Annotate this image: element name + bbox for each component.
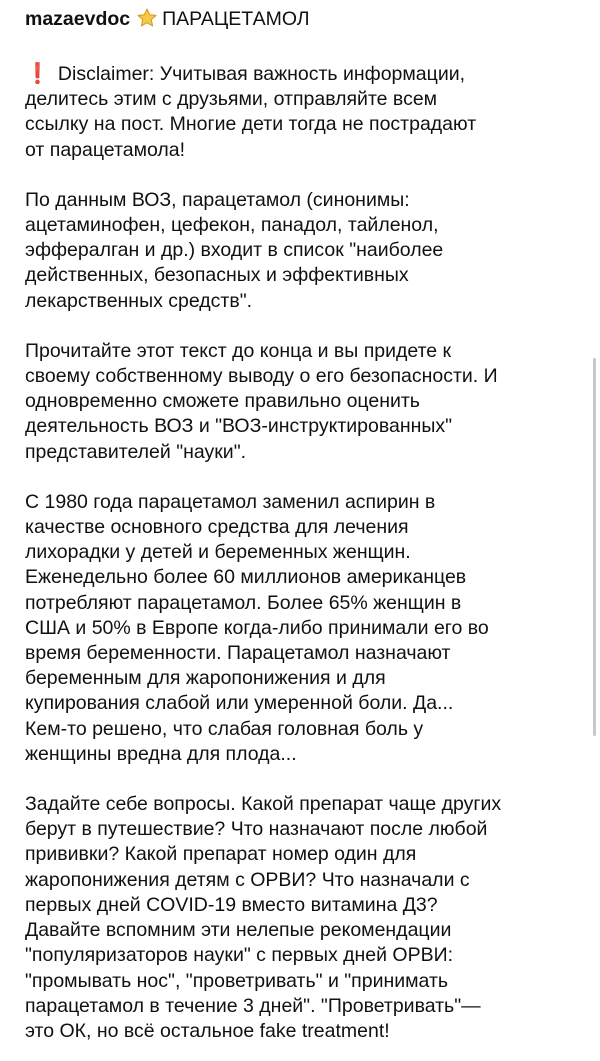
paragraph-line <box>25 263 585 288</box>
line-text: берут в путешествие? Что назначают после любой <box>25 818 488 841</box>
exclamation-icon: ❗ <box>25 63 50 85</box>
paragraph-line <box>25 691 585 716</box>
line-text: первых дней COVID-19 вместо витамина Д3? <box>25 893 438 916</box>
line-text: это ОК, но всё остальное fake treatment! <box>25 1019 390 1042</box>
paragraph-line <box>25 918 585 943</box>
username-link[interactable]: mazaevdoc <box>25 8 131 30</box>
line-text: ссылку на пост. Многие дети тогда не пострадают <box>25 113 477 136</box>
paragraph-line <box>25 842 585 867</box>
line-text: По данным ВОЗ, парацетамол (синонимы: <box>25 188 410 211</box>
line-text: качестве основного средства для лечения <box>25 516 409 539</box>
paragraph-line <box>25 1019 585 1044</box>
paragraph-line <box>25 717 585 742</box>
caption-paragraph <box>25 490 585 767</box>
line-text: жаропонижения детям с ОРВИ? Что назначали с <box>25 868 470 891</box>
caption-paragraph <box>25 62 585 163</box>
line-text: своему собственному выводу о его безопасности. И <box>25 365 498 388</box>
line-text: эффералган и др.) входит в список "наиболее <box>25 239 444 262</box>
paragraph-line <box>25 389 585 414</box>
paragraph-line <box>25 792 585 817</box>
paragraph-line <box>25 666 585 691</box>
star-icon <box>136 7 158 29</box>
post-title: ПАРАЦЕТАМОЛ <box>162 8 310 30</box>
paragraph-line <box>25 994 585 1019</box>
line-text: лихорадки у детей и беременных женщин. <box>25 541 411 564</box>
paragraph-line <box>25 440 585 465</box>
paragraph-line <box>25 138 585 163</box>
paragraph-line <box>25 238 585 263</box>
paragraph-line <box>25 364 585 389</box>
line-text: Еженедельно более 60 миллионов американцев <box>25 566 467 589</box>
line-text: "популяризаторов науки" с первых дней ОРВИ: <box>25 944 454 967</box>
paragraph-line <box>25 591 585 616</box>
paragraph-line <box>25 817 585 842</box>
paragraph-line <box>25 742 585 767</box>
caption-paragraph <box>25 339 585 465</box>
paragraph-line <box>25 87 585 112</box>
paragraph-line <box>25 969 585 994</box>
line-text: С 1980 года парацетамол заменил аспирин в <box>25 490 436 513</box>
scrollbar-thumb[interactable] <box>593 358 596 736</box>
line-text: Прочитайте этот текст до конца и вы придете к <box>25 339 452 362</box>
post-body <box>25 62 585 1044</box>
paragraph-line <box>25 893 585 918</box>
line-text: Давайте вспомним эти нелепые рекомендации <box>25 919 452 942</box>
caption-paragraph <box>25 792 585 1044</box>
line-text: представителей "науки". <box>25 440 247 463</box>
line-text: женщины вредна для плода... <box>25 742 297 765</box>
paragraph-line <box>25 188 585 213</box>
line-text: Disclaimer: Учитывая важность информации, <box>57 63 466 85</box>
line-text: Задайте себе вопросы. Какой препарат чаще других <box>25 793 502 816</box>
paragraph-line <box>25 540 585 565</box>
line-text: прививки? Какой препарат номер один для <box>25 843 417 866</box>
line-text: потребляют парацетамол. Более 65% женщин в <box>25 591 462 614</box>
post-caption <box>25 6 585 1044</box>
line-text: США и 50% в Европе когда-либо принимали его во <box>25 616 489 639</box>
line-text: Кем-то решено, что слабая головная боль у <box>25 717 424 740</box>
post-header <box>25 6 585 32</box>
line-text: время беременности. Парацетамол назначают <box>25 642 451 665</box>
caption-paragraph <box>25 188 585 314</box>
paragraph-line <box>25 868 585 893</box>
line-text: делитесь этим с друзьями, отправляйте всем <box>25 88 438 111</box>
paragraph-line <box>25 414 585 439</box>
line-text: ацетаминофен, цефекон, панадол, тайленол, <box>25 214 439 237</box>
paragraph-line <box>25 490 585 515</box>
paragraph-line <box>25 213 585 238</box>
line-text: "промывать нос", "проветривать" и "принимать <box>25 969 449 992</box>
line-text: купирования слабой или умеренной боли. Да... <box>25 692 454 715</box>
paragraph-line <box>25 112 585 137</box>
line-text: одновременно сможете правильно оценить <box>25 390 420 413</box>
paragraph-line <box>25 62 585 87</box>
paragraph-line <box>25 641 585 666</box>
paragraph-line <box>25 943 585 968</box>
paragraph-line <box>25 616 585 641</box>
paragraph-line <box>25 515 585 540</box>
paragraph-line <box>25 339 585 364</box>
line-text: парацетамол в течение 3 дней". "Проветривать"— <box>25 994 481 1017</box>
line-text: деятельность ВОЗ и "ВОЗ-инструктированных" <box>25 415 453 438</box>
line-text: беременным для жаропонижения и для <box>25 667 386 690</box>
paragraph-line <box>25 289 585 314</box>
line-text: действенных, безопасных и эффективных <box>25 264 409 287</box>
line-text: лекарственных средств". <box>25 289 253 312</box>
paragraph-line <box>25 565 585 590</box>
line-text: от парацетамола! <box>25 138 186 161</box>
